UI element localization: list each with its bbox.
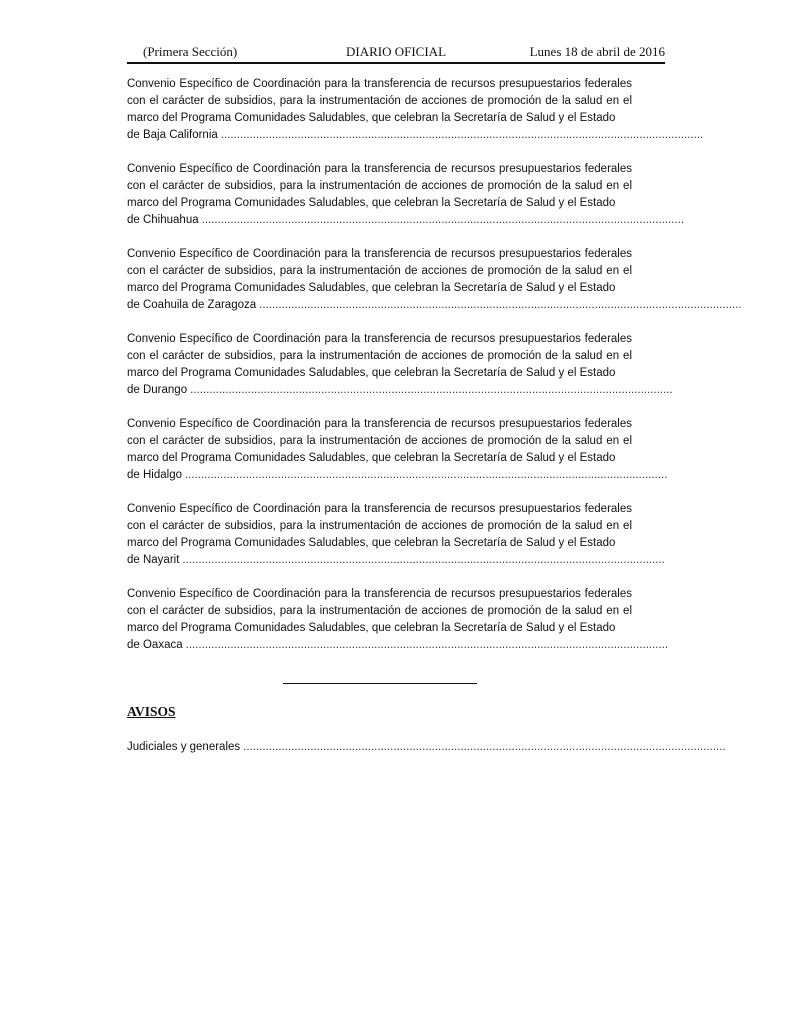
toc-entry-avisos[interactable] xyxy=(127,739,726,756)
entry-state: de Coahuila de Zaragoza xyxy=(127,299,257,311)
avisos-item: Judiciales y generales xyxy=(127,741,241,753)
toc-entry[interactable] xyxy=(127,586,669,654)
toc-entry[interactable] xyxy=(127,246,742,314)
section-separator xyxy=(283,683,477,684)
toc-entry[interactable] xyxy=(127,501,665,569)
leader-dots: ....................................................................................................................................................... xyxy=(201,214,685,226)
toc-entry[interactable] xyxy=(127,76,704,144)
entry-text: Convenio Específico de Coordinación para la transferencia de recursos presupuestarios federales con el carácter de subsidios, para la instrumentación de acciones de promoción de la salud en el marco del Programa Comunidades Saludables, que celebran la Secretaría de Salud y el Estado xyxy=(127,78,632,124)
header-double-rule xyxy=(127,63,665,64)
page-header xyxy=(127,44,665,63)
leader-dots: ....................................................................................................................................................... xyxy=(185,639,669,651)
leader-dots: ....................................................................................................................................................... xyxy=(243,741,726,753)
header-section: (Primera Sección) xyxy=(143,44,238,59)
entry-text: Convenio Específico de Coordinación para la transferencia de recursos presupuestarios federales con el carácter de subsidios, para la instrumentación de acciones de promoción de la salud en el marco del Programa Comunidades Saludables, que celebran la Secretaría de Salud y el Estado xyxy=(127,418,632,464)
leader-dots: ....................................................................................................................................................... xyxy=(190,384,673,396)
avisos-heading: AVISOS xyxy=(127,704,176,719)
leader-dots: ....................................................................................................................................................... xyxy=(184,469,668,481)
header-publication: DIARIO OFICIAL xyxy=(345,44,447,59)
entry-state: de Baja California xyxy=(127,129,218,141)
entry-text: Convenio Específico de Coordinación para la transferencia de recursos presupuestarios federales con el carácter de subsidios, para la instrumentación de acciones de promoción de la salud en el marco del Programa Comunidades Saludables, que celebran la Secretaría de Salud y el Estado xyxy=(127,503,632,549)
entry-text: Convenio Específico de Coordinación para la transferencia de recursos presupuestarios federales con el carácter de subsidios, para la instrumentación de acciones de promoción de la salud en el marco del Programa Comunidades Saludables, que celebran la Secretaría de Salud y el Estado xyxy=(127,333,632,379)
entry-state: de Hidalgo xyxy=(127,469,182,481)
leader-dots: ....................................................................................................................................................... xyxy=(259,299,742,311)
toc-entry[interactable] xyxy=(127,161,685,229)
entry-state: de Nayarit xyxy=(127,554,180,566)
entry-text: Convenio Específico de Coordinación para la transferencia de recursos presupuestarios federales con el carácter de subsidios, para la instrumentación de acciones de promoción de la salud en el marco del Programa Comunidades Saludables, que celebran la Secretaría de Salud y el Estado xyxy=(127,588,632,634)
entry-text: Convenio Específico de Coordinación para la transferencia de recursos presupuestarios federales con el carácter de subsidios, para la instrumentación de acciones de promoción de la salud en el marco del Programa Comunidades Saludables, que celebran la Secretaría de Salud y el Estado xyxy=(127,248,632,294)
entry-text: Convenio Específico de Coordinación para la transferencia de recursos presupuestarios federales con el carácter de subsidios, para la instrumentación de acciones de promoción de la salud en el marco del Programa Comunidades Saludables, que celebran la Secretaría de Salud y el Estado xyxy=(127,163,632,209)
leader-dots: ....................................................................................................................................................... xyxy=(182,554,665,566)
entry-state: de Oaxaca xyxy=(127,639,183,651)
leader-dots: ....................................................................................................................................................... xyxy=(220,129,704,141)
entry-state: de Durango xyxy=(127,384,188,396)
toc-entry[interactable] xyxy=(127,331,673,399)
entry-state: de Chihuahua xyxy=(127,214,199,226)
toc-entries xyxy=(127,76,742,671)
header-date: Lunes 18 de abril de 2016 xyxy=(529,44,665,59)
toc-entry[interactable] xyxy=(127,416,668,484)
